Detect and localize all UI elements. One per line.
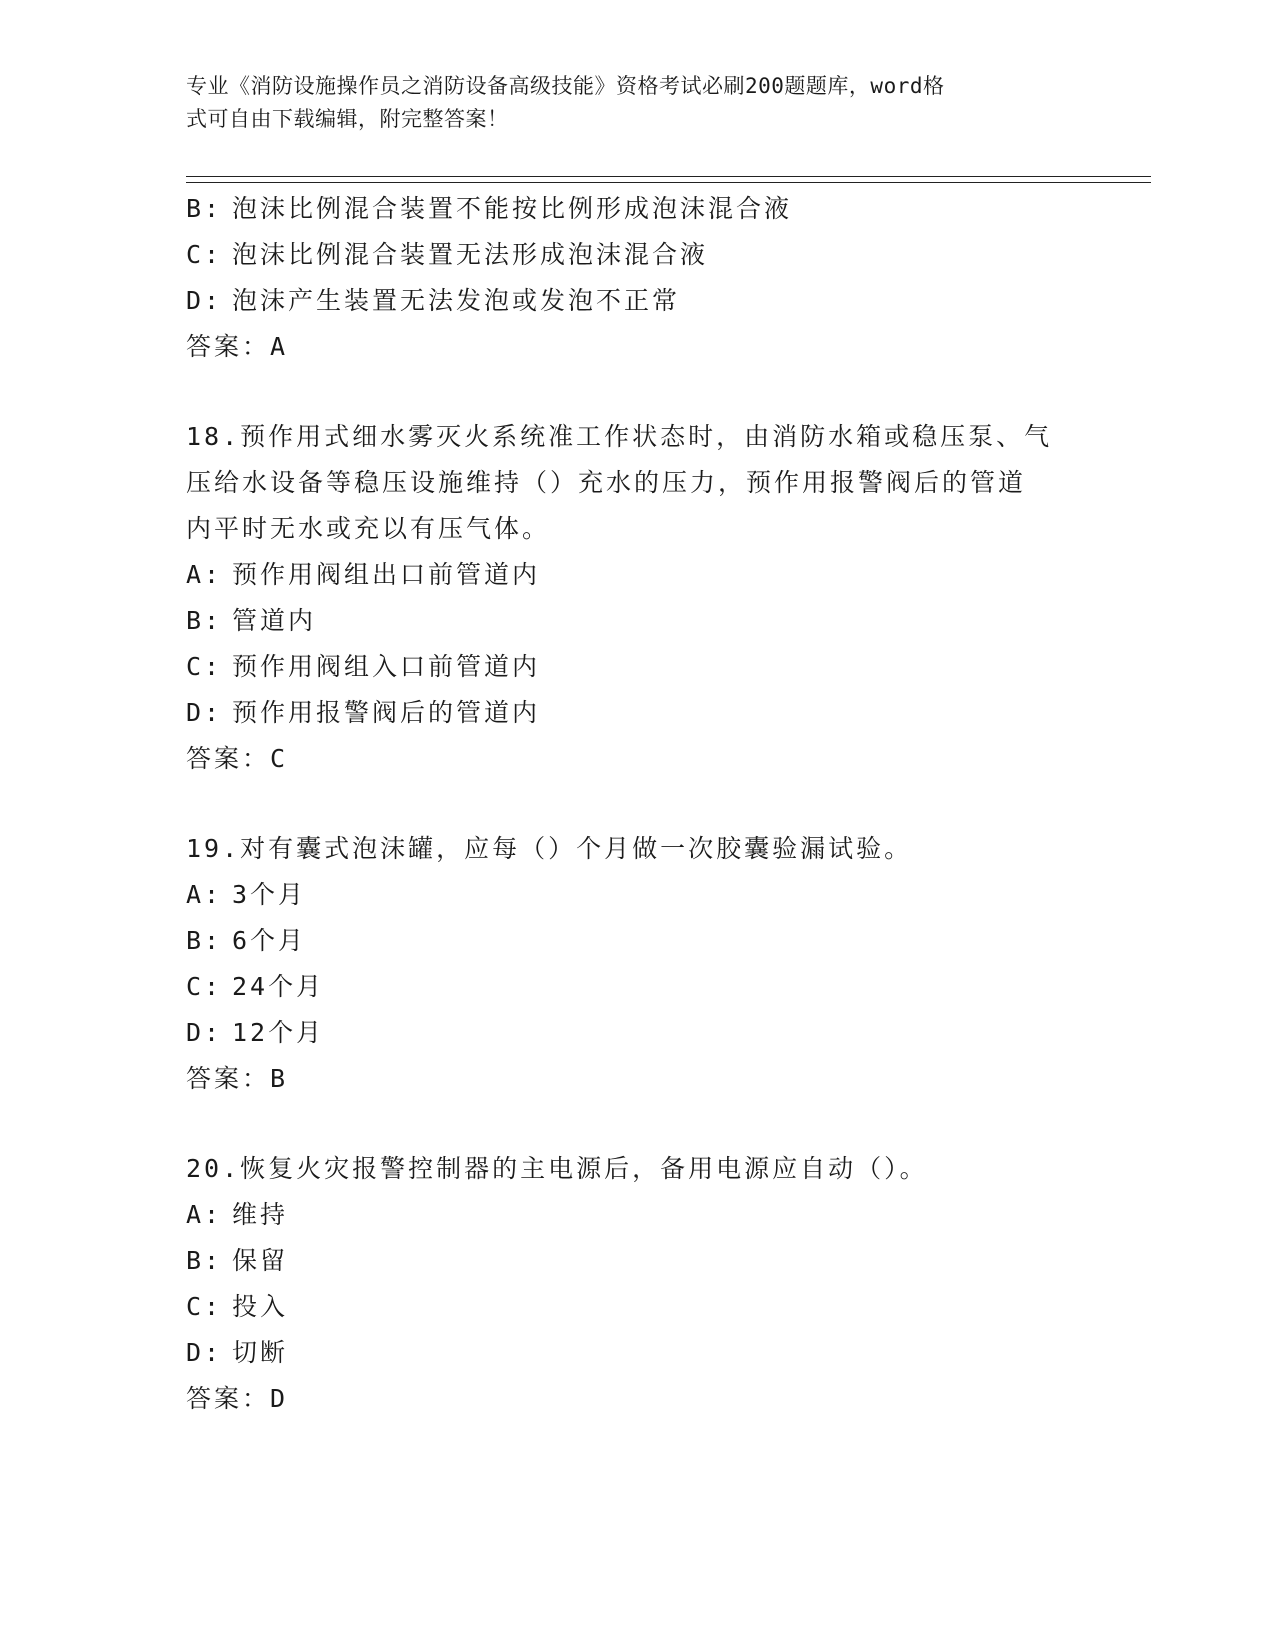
header-line-1: 专业《消防设施操作员之消防设备高级技能》资格考试必刷200题题库，word格: [186, 74, 945, 98]
spacer: [186, 370, 1086, 414]
option-row: [186, 918, 1086, 964]
question-stem-line: 20.恢复火灾报警控制器的主电源后，备用电源应自动（）。: [186, 1154, 928, 1183]
option-row: [186, 552, 1086, 598]
option-row: [186, 644, 1086, 690]
answer-line: 答案：C: [186, 744, 289, 773]
option-letter: A:: [186, 880, 223, 909]
header-divider-top: [186, 176, 1151, 177]
question-20: [186, 1146, 1086, 1422]
option-row: [186, 964, 1086, 1010]
question-content: [186, 186, 1086, 1422]
option-letter: D:: [186, 1338, 223, 1367]
answer-line: 答案：A: [186, 332, 289, 361]
option-text: 12个月: [232, 1018, 325, 1047]
option-row: [186, 186, 1086, 232]
option-text: 24个月: [232, 972, 325, 1001]
option-letter: A:: [186, 560, 223, 589]
option-letter: B:: [186, 1246, 223, 1275]
option-row: [186, 278, 1086, 324]
option-row: [186, 690, 1086, 736]
option-row: [186, 1192, 1086, 1238]
option-text: 预作用报警阀后的管道内: [232, 698, 541, 727]
header-line-2: 式可自由下载编辑，附完整答案！: [186, 107, 509, 131]
option-text: 投入: [232, 1292, 289, 1321]
option-letter: D:: [186, 286, 223, 315]
option-letter: C:: [186, 972, 223, 1001]
answer-line: 答案：D: [186, 1384, 289, 1413]
option-text: 6个月: [232, 926, 307, 955]
option-letter: B:: [186, 194, 223, 223]
option-text: 管道内: [232, 606, 317, 635]
question-stem-line: 内平时无水或充以有压气体。: [186, 514, 551, 543]
option-row: [186, 1238, 1086, 1284]
question-18: [186, 414, 1086, 782]
option-letter: C:: [186, 652, 223, 681]
spacer: [186, 782, 1086, 826]
header-divider-bottom: [186, 182, 1151, 183]
option-letter: C:: [186, 1292, 223, 1321]
option-row: [186, 598, 1086, 644]
question-stem-line: 压给水设备等稳压设施维持（）充水的压力，预作用报警阀后的管道: [186, 468, 1027, 497]
option-text: 预作用阀组出口前管道内: [232, 560, 541, 589]
option-row: [186, 1330, 1086, 1376]
option-text: 泡沫比例混合装置不能按比例形成泡沫混合液: [232, 194, 793, 223]
question-stem-line: 18.预作用式细水雾灭火系统准工作状态时，由消防水箱或稳压泵、气: [186, 422, 1053, 451]
option-row: [186, 872, 1086, 918]
question-17-continuation: [186, 186, 1086, 370]
option-text: 泡沫比例混合装置无法形成泡沫混合液: [232, 240, 709, 269]
question-stem-line: 19.对有囊式泡沫罐，应每（）个月做一次胶囊验漏试验。: [186, 834, 913, 863]
option-text: 泡沫产生装置无法发泡或发泡不正常: [232, 286, 681, 315]
option-letter: B:: [186, 606, 223, 635]
answer-line: 答案：B: [186, 1064, 289, 1093]
option-text: 预作用阀组入口前管道内: [232, 652, 541, 681]
option-letter: D:: [186, 1018, 223, 1047]
spacer: [186, 1102, 1086, 1146]
option-row: [186, 232, 1086, 278]
option-letter: B:: [186, 926, 223, 955]
option-letter: A:: [186, 1200, 223, 1229]
option-letter: D:: [186, 698, 223, 727]
option-row: [186, 1284, 1086, 1330]
document-header: [186, 70, 1066, 136]
question-19: [186, 826, 1086, 1102]
option-text: 3个月: [232, 880, 307, 909]
option-row: [186, 1010, 1086, 1056]
option-text: 保留: [232, 1246, 289, 1275]
option-text: 维持: [232, 1200, 289, 1229]
option-text: 切断: [232, 1338, 289, 1367]
option-letter: C:: [186, 240, 223, 269]
